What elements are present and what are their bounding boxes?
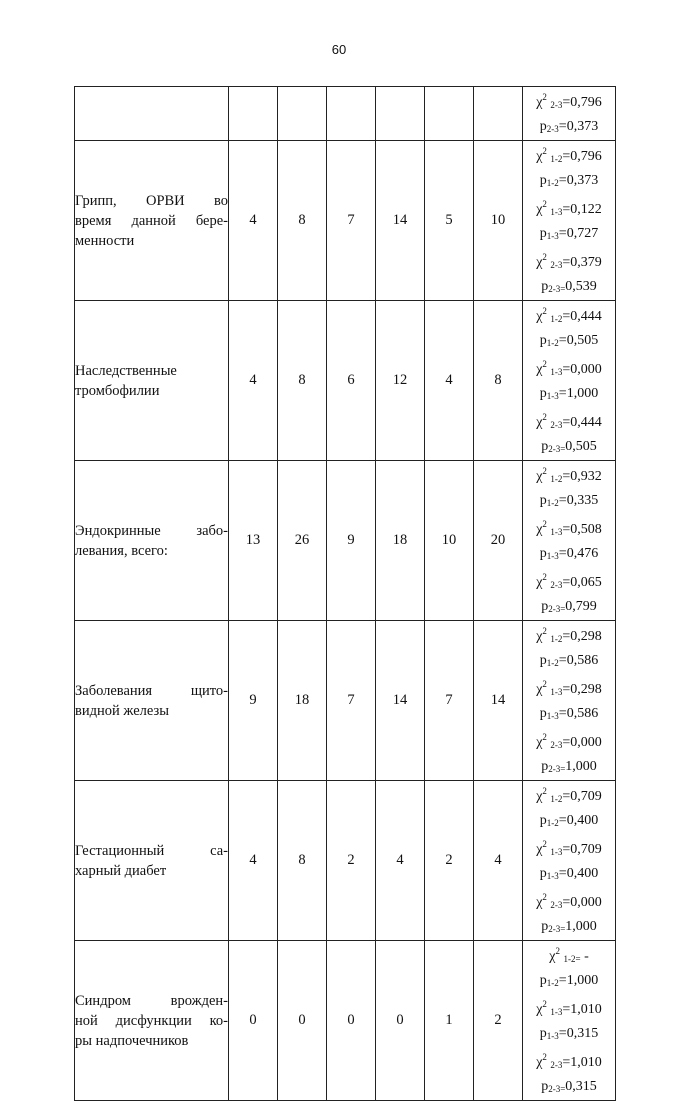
p-value-line xyxy=(523,1023,615,1047)
row-label-cell xyxy=(75,941,229,1101)
stat-superscript: 2 xyxy=(542,146,547,156)
stat-value: =0,586 xyxy=(558,706,599,721)
stat-subscript: 2-3= xyxy=(548,764,566,774)
value-cell: 4 xyxy=(376,781,425,941)
stat-symbol: p xyxy=(541,439,549,454)
stat-superscript: 2 xyxy=(555,946,560,956)
stat-subscript: 1-3 xyxy=(546,551,559,561)
value-cell: 12 xyxy=(376,301,425,461)
stat-superscript: 2 xyxy=(542,732,547,742)
stat-symbol: χ xyxy=(536,415,543,430)
value-cell: 9 xyxy=(229,621,278,781)
value-cell: 18 xyxy=(376,461,425,621)
stat-value: =0,400 xyxy=(558,813,599,828)
stat-value: =0,727 xyxy=(558,226,599,241)
value-cell xyxy=(278,87,327,141)
p-value-line xyxy=(523,1076,615,1100)
value-cell: 4 xyxy=(474,781,523,941)
stat-value: =0,932 xyxy=(562,469,602,484)
stat-superscript: 2 xyxy=(542,679,547,689)
stat-symbol: χ xyxy=(536,362,543,377)
value-cell: 26 xyxy=(278,461,327,621)
stat-subscript: 1-2 xyxy=(546,658,559,668)
stat-superscript: 2 xyxy=(542,92,547,102)
stat-symbol: p xyxy=(539,386,547,401)
stat-value: =0,298 xyxy=(562,682,602,697)
stat-subscript: 1-3 xyxy=(550,367,563,377)
statistics-cell xyxy=(523,621,616,781)
stat-value: =0,444 xyxy=(562,309,602,324)
stat-symbol: p xyxy=(541,919,549,934)
p-value-line xyxy=(523,330,615,354)
chi-square-line xyxy=(523,514,615,543)
chi-square-line xyxy=(523,887,615,916)
stat-superscript: 2 xyxy=(542,839,547,849)
stat-subscript: 2-3= xyxy=(548,1084,566,1094)
stat-symbol: χ xyxy=(536,629,543,644)
stat-subscript: 2-3= xyxy=(548,284,566,294)
stat-superscript: 2 xyxy=(542,999,547,1009)
value-cell: 7 xyxy=(327,141,376,301)
stat-value: =0,000 xyxy=(562,895,602,910)
stat-value: =0,709 xyxy=(562,789,602,804)
stat-value: 0,315 xyxy=(565,1079,597,1094)
value-cell: 20 xyxy=(474,461,523,621)
stat-value: 0,799 xyxy=(565,599,597,614)
value-cell: 6 xyxy=(327,301,376,461)
chi-square-line xyxy=(523,621,615,650)
statistics-table xyxy=(74,86,616,1101)
stat-value: =0,476 xyxy=(558,546,599,561)
stat-value: =0,373 xyxy=(558,119,599,134)
stat-value: =0,000 xyxy=(562,735,602,750)
value-cell: 14 xyxy=(376,621,425,781)
p-value-line xyxy=(523,863,615,887)
value-cell: 10 xyxy=(474,141,523,301)
stat-symbol: p xyxy=(539,813,547,828)
p-value-line xyxy=(523,223,615,247)
value-cell: 2 xyxy=(327,781,376,941)
stat-subscript: 1-2 xyxy=(546,498,559,508)
stat-symbol: χ xyxy=(536,1002,543,1017)
stat-symbol: χ xyxy=(536,735,543,750)
value-cell: 4 xyxy=(425,301,474,461)
stat-value: =0,122 xyxy=(562,202,602,217)
stat-subscript: 1-2 xyxy=(550,474,563,484)
stat-symbol: χ xyxy=(536,149,543,164)
chi-square-line xyxy=(523,87,615,116)
stat-subscript: 2-3= xyxy=(548,444,566,454)
row-label-line: Наследственные xyxy=(75,362,177,379)
row-label-cell xyxy=(75,621,229,781)
stat-symbol: p xyxy=(539,493,547,508)
stat-superscript: 2 xyxy=(542,786,547,796)
stat-value: =0,065 xyxy=(562,575,602,590)
stat-symbol: χ xyxy=(536,789,543,804)
value-cell: 2 xyxy=(474,941,523,1101)
value-cell: 5 xyxy=(425,141,474,301)
table-row xyxy=(75,941,616,1101)
stat-symbol: p xyxy=(539,706,547,721)
value-cell: 0 xyxy=(327,941,376,1101)
stat-subscript: 2-3= xyxy=(548,924,566,934)
p-value-line xyxy=(523,436,615,460)
chi-square-line xyxy=(523,141,615,170)
row-label-line: Грипп, ОРВИ во xyxy=(75,192,228,209)
stat-subscript: 2-3 xyxy=(550,740,563,750)
row-label-cell xyxy=(75,461,229,621)
value-cell: 2 xyxy=(425,781,474,941)
chi-square-line xyxy=(523,461,615,490)
stat-symbol: χ xyxy=(536,255,543,270)
statistics-cell xyxy=(523,87,616,141)
table-row xyxy=(75,141,616,301)
chi-square-line xyxy=(523,407,615,436)
row-label-line: харный диабет xyxy=(75,862,167,879)
value-cell xyxy=(327,87,376,141)
row-label-line: ной дисфункции ко- xyxy=(75,1012,228,1029)
stat-subscript: 2-3 xyxy=(546,124,559,134)
stat-subscript: 1-2 xyxy=(546,338,559,348)
row-label-line: Эндокринные забо- xyxy=(75,522,228,539)
stat-subscript: 1-2 xyxy=(550,634,563,644)
value-cell xyxy=(474,87,523,141)
stat-symbol: χ xyxy=(536,469,543,484)
statistics-cell xyxy=(523,301,616,461)
row-label-line: Гестационный са- xyxy=(75,842,228,859)
stat-subscript: 1-3 xyxy=(550,687,563,697)
chi-square-line xyxy=(523,1047,615,1076)
value-cell: 8 xyxy=(278,781,327,941)
value-cell: 0 xyxy=(229,941,278,1101)
stat-superscript: 2 xyxy=(542,306,547,316)
value-cell: 4 xyxy=(229,781,278,941)
value-cell: 0 xyxy=(376,941,425,1101)
stat-symbol: p xyxy=(541,279,549,294)
stat-value: =0,796 xyxy=(562,95,602,110)
stat-symbol: p xyxy=(539,1026,547,1041)
row-label-line: менности xyxy=(75,232,135,249)
table-row xyxy=(75,461,616,621)
row-label-cell xyxy=(75,87,229,141)
stat-subscript: 1-3 xyxy=(546,231,559,241)
stat-subscript: 1-2 xyxy=(546,178,559,188)
stat-value: =0,335 xyxy=(558,493,599,508)
stat-subscript: 1-2 xyxy=(550,314,563,324)
stat-symbol: p xyxy=(539,333,547,348)
stat-symbol: χ xyxy=(536,522,543,537)
value-cell xyxy=(425,87,474,141)
stat-superscript: 2 xyxy=(542,252,547,262)
stat-value: =0,315 xyxy=(558,1026,599,1041)
stat-subscript: 1-2 xyxy=(546,818,559,828)
stat-symbol: p xyxy=(541,759,549,774)
value-cell: 9 xyxy=(327,461,376,621)
table-row xyxy=(75,87,616,141)
stat-value: =0,298 xyxy=(562,629,602,644)
chi-square-line xyxy=(523,194,615,223)
stat-superscript: 2 xyxy=(542,626,547,636)
stat-symbol: p xyxy=(541,1079,549,1094)
chi-square-line xyxy=(523,834,615,863)
stat-superscript: 2 xyxy=(542,412,547,422)
stat-symbol: χ xyxy=(536,202,543,217)
value-cell: 8 xyxy=(278,301,327,461)
value-cell: 18 xyxy=(278,621,327,781)
stat-value: 1,000 xyxy=(565,759,597,774)
statistics-cell xyxy=(523,781,616,941)
stat-symbol: χ xyxy=(536,1055,543,1070)
stat-symbol: χ xyxy=(536,842,543,857)
stat-superscript: 2 xyxy=(542,572,547,582)
row-label-cell xyxy=(75,781,229,941)
stat-superscript: 2 xyxy=(542,519,547,529)
statistics-cell xyxy=(523,941,616,1101)
stat-subscript: 2-3 xyxy=(550,1060,563,1070)
row-label-line: видной железы xyxy=(75,702,169,719)
p-value-line xyxy=(523,810,615,834)
p-value-line xyxy=(523,490,615,514)
stat-subscript: 1-3 xyxy=(550,1007,563,1017)
value-cell: 14 xyxy=(376,141,425,301)
stat-value: =0,505 xyxy=(558,333,599,348)
stat-value: 1,000 xyxy=(565,919,597,934)
stat-value: =0,508 xyxy=(562,522,602,537)
stat-symbol: p xyxy=(539,973,547,988)
stat-subscript: 1-3 xyxy=(546,1031,559,1041)
value-cell: 1 xyxy=(425,941,474,1101)
stat-subscript: 1-2 xyxy=(550,154,563,164)
stat-subscript: 1-3 xyxy=(550,527,563,537)
stat-value: =0,379 xyxy=(562,255,602,270)
stat-symbol: p xyxy=(539,226,547,241)
p-value-line xyxy=(523,756,615,780)
stat-superscript: 2 xyxy=(542,359,547,369)
stat-superscript: 2 xyxy=(542,1052,547,1062)
value-cell: 14 xyxy=(474,621,523,781)
row-label-line: левания, всего: xyxy=(75,542,168,559)
value-cell: 0 xyxy=(278,941,327,1101)
stat-value: 0,539 xyxy=(565,279,597,294)
stat-value: =1,000 xyxy=(558,973,599,988)
stat-subscript: 1-2= xyxy=(563,954,581,964)
stat-symbol: χ xyxy=(536,575,543,590)
table-body xyxy=(75,87,616,1101)
stat-symbol: p xyxy=(539,866,547,881)
p-value-line xyxy=(523,916,615,940)
stat-subscript: 1-3 xyxy=(546,391,559,401)
stat-value: =0,000 xyxy=(562,362,602,377)
stat-superscript: 2 xyxy=(542,199,547,209)
stat-subscript: 2-3 xyxy=(550,580,563,590)
stat-value: - xyxy=(580,949,589,964)
row-label-line: Синдром врожден- xyxy=(75,992,228,1009)
stat-subscript: 2-3 xyxy=(550,260,563,270)
p-value-line xyxy=(523,596,615,620)
p-value-line xyxy=(523,116,615,140)
stat-value: =0,586 xyxy=(558,653,599,668)
stat-subscript: 1-3 xyxy=(550,207,563,217)
p-value-line xyxy=(523,650,615,674)
stat-value: =1,010 xyxy=(562,1055,602,1070)
statistics-cell xyxy=(523,461,616,621)
row-label-cell xyxy=(75,301,229,461)
chi-square-line xyxy=(523,727,615,756)
stat-value: =1,010 xyxy=(562,1002,602,1017)
stat-symbol: p xyxy=(539,653,547,668)
stat-subscript: 2-3 xyxy=(550,900,563,910)
p-value-line xyxy=(523,543,615,567)
table-row xyxy=(75,621,616,781)
stat-symbol: χ xyxy=(536,895,543,910)
stat-value: =0,796 xyxy=(562,149,602,164)
stat-value: =0,400 xyxy=(558,866,599,881)
value-cell: 13 xyxy=(229,461,278,621)
value-cell: 4 xyxy=(229,141,278,301)
stat-subscript: 2-3 xyxy=(550,420,563,430)
chi-square-line xyxy=(523,941,615,970)
p-value-line xyxy=(523,970,615,994)
chi-square-line xyxy=(523,674,615,703)
value-cell: 4 xyxy=(229,301,278,461)
value-cell xyxy=(376,87,425,141)
stat-subscript: 1-3 xyxy=(550,847,563,857)
value-cell: 7 xyxy=(425,621,474,781)
value-cell: 10 xyxy=(425,461,474,621)
p-value-line xyxy=(523,170,615,194)
row-label-line: Заболевания щито- xyxy=(75,682,228,699)
table-row xyxy=(75,781,616,941)
value-cell xyxy=(229,87,278,141)
value-cell: 8 xyxy=(474,301,523,461)
row-label-line: ры надпочечников xyxy=(75,1032,189,1049)
stat-subscript: 1-2 xyxy=(550,794,563,804)
stat-superscript: 2 xyxy=(542,892,547,902)
stat-subscript: 2-3= xyxy=(548,604,566,614)
p-value-line xyxy=(523,276,615,300)
row-label-cell xyxy=(75,141,229,301)
p-value-line xyxy=(523,703,615,727)
chi-square-line xyxy=(523,567,615,596)
stat-subscript: 1-3 xyxy=(546,711,559,721)
stat-value: =0,444 xyxy=(562,415,602,430)
stat-subscript: 1-3 xyxy=(546,871,559,881)
p-value-line xyxy=(523,383,615,407)
stat-value: 0,505 xyxy=(565,439,597,454)
stat-superscript: 2 xyxy=(542,466,547,476)
row-label-line: время данной бере- xyxy=(75,212,228,229)
stat-symbol: χ xyxy=(536,682,543,697)
stat-symbol: χ xyxy=(536,309,543,324)
chi-square-line xyxy=(523,781,615,810)
chi-square-line xyxy=(523,301,615,330)
stat-subscript: 1-2 xyxy=(546,978,559,988)
row-label-line: тромбофилии xyxy=(75,382,160,399)
value-cell: 8 xyxy=(278,141,327,301)
stat-symbol: p xyxy=(541,599,549,614)
value-cell: 7 xyxy=(327,621,376,781)
stat-value: =0,373 xyxy=(558,173,599,188)
stat-symbol: p xyxy=(539,173,547,188)
stat-symbol: χ xyxy=(549,949,556,964)
page-number: 60 xyxy=(331,42,347,57)
stat-symbol: χ xyxy=(536,95,543,110)
stat-symbol: p xyxy=(539,119,547,134)
table-row xyxy=(75,301,616,461)
chi-square-line xyxy=(523,354,615,383)
stat-symbol: p xyxy=(539,546,547,561)
chi-square-line xyxy=(523,994,615,1023)
statistics-cell xyxy=(523,141,616,301)
chi-square-line xyxy=(523,247,615,276)
stat-value: =1,000 xyxy=(558,386,599,401)
stat-value: =0,709 xyxy=(562,842,602,857)
stat-subscript: 2-3 xyxy=(550,100,563,110)
